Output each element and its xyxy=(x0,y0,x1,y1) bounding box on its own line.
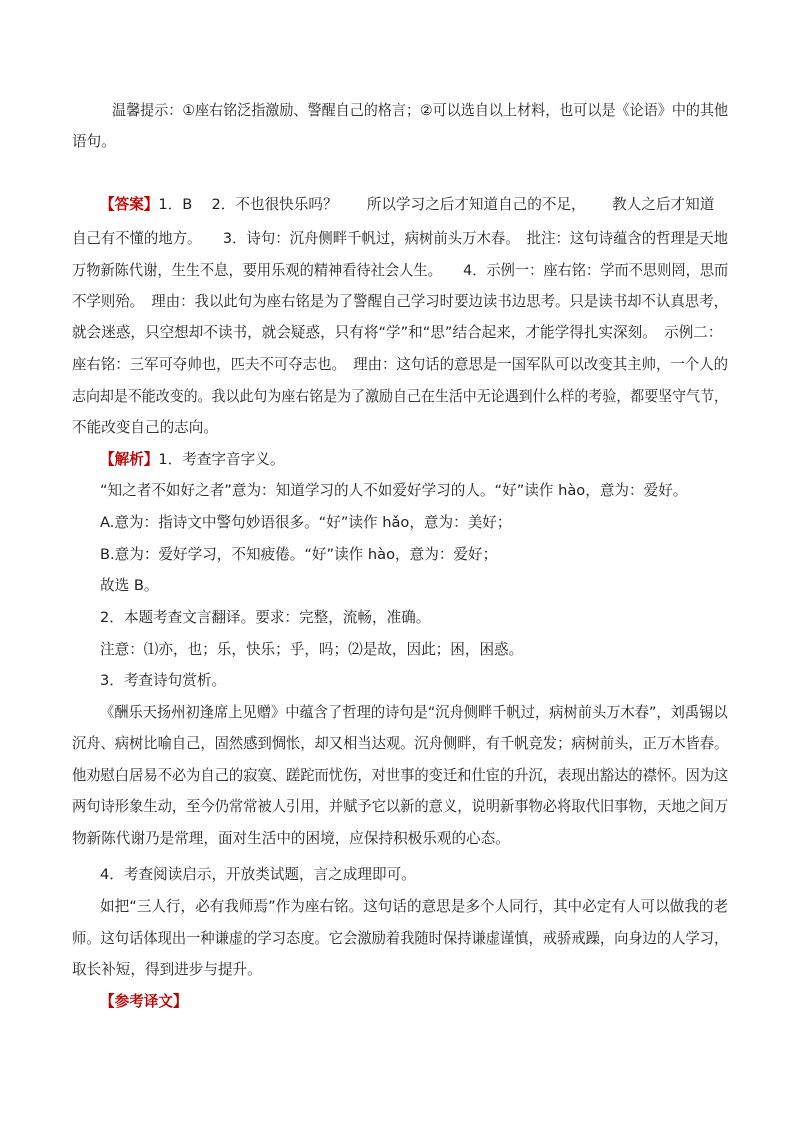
analysis-line-6: 2．本题考查文言翻译。要求：完整，流畅，准确。 xyxy=(100,609,431,626)
analysis-line-9: 《酬乐天扬州初逢席上见赠》中蕴含了哲理的诗句是“沉舟侧畔千帆过，病树前头万木春”，刘禹锡以 xyxy=(100,704,728,721)
analysis-line-14: 4．考查阅读启示，开放类试题，言之成理即可。 xyxy=(100,866,416,883)
analysis-line-12: 两句诗形象生动，至今仍常常被人引用，并赋予它以新的意义，说明新事物必将取代旧事物，天地之间万 xyxy=(72,798,729,815)
answer-line-3: 万物新陈代谢，生生不息，要用乐观的精神看待社会人生。 4．示例一：座右铭：学而不思则罔，思而 xyxy=(72,262,729,279)
analysis-line-11: 他劝慰白居易不必为自己的寂寞、蹉跎而忧伤，对世事的变迁和仕宦的升沉，表现出豁达的襟怀。因为这 xyxy=(72,767,729,784)
analysis-line-1-text: 1．考查字音字义。 xyxy=(158,451,285,468)
analysis-line-7: 注意：⑴亦，也；乐，快乐；乎，吗；⑵是故，因此；困，困惑。 xyxy=(100,641,524,658)
analysis-line-1 xyxy=(100,450,284,470)
analysis-line-2: “知之者不如好之者”意为：知道学习的人不如爱好学习的人。“好”读作 hào，意为：爱好。 xyxy=(100,482,688,499)
analysis-line-8: 3．考查诗句赏析。 xyxy=(100,672,227,689)
answer-line-1-text: 1．B 2．不也很快乐吗？ 所以学习之后才知道自己的不足， 教人之后才知道 xyxy=(158,196,715,213)
answer-line-7: 志向却是不能改变的。我以此句为座右铭是为了激励自己在生活中无论遇到什么样的考验，都要坚守气节， xyxy=(72,388,728,405)
answer-label: 【答案】 xyxy=(100,196,159,213)
tip-line-2: 语句。 xyxy=(72,133,116,150)
analysis-line-17: 取长补短，得到进步与提升。 xyxy=(72,961,262,978)
answer-line-2: 自己有不懂的地方。 3．诗句：沉舟侧畔千帆过，病树前头万木春。 批注：这句诗蕴含的哲理是天地 xyxy=(72,230,729,247)
analysis-line-16: 师。这句话体现出一种谦虚的学习态度。它会激励着我随时保持谦虚谨慎，戒骄戒躁，向身边的人学习， xyxy=(72,930,729,947)
analysis-label: 【解析】 xyxy=(100,451,159,468)
answer-line-6: 座右铭：三军可夺帅也，匹夫不可夺志也。 理由：这句话的意思是一国军队可以改变其主帅，一个人的 xyxy=(72,356,729,373)
tip-line-1: 温馨提示：①座右铭泛指激励、警醒自己的格言；②可以选自以上材料，也可以是《论语》中的其他 xyxy=(112,102,729,119)
answer-line-5: 就会迷惑，只空想却不读书，就会疑惑，只有将“学”和“思”结合起来，才能学得扎实深刻。 示例二： xyxy=(72,324,723,341)
analysis-line-5: 故选 B。 xyxy=(100,577,159,594)
answer-line-8: 不能改变自己的志向。 xyxy=(72,419,218,436)
analysis-line-13: 物新陈代谢乃是常理，面对生活中的困境，应保持积极乐观的心态。 xyxy=(72,830,510,847)
analysis-line-10: 沉舟、病树比喻自己，固然感到惆怅，却又相当达观。沉舟侧畔，有千帆竞发；病树前头，正万木皆春。 xyxy=(72,735,729,752)
analysis-line-4: B.意为：爱好学习，不知疲倦。“好”读作 hào，意为：爱好； xyxy=(100,546,498,563)
analysis-line-3: A.意为：指诗文中警句妙语很多。“好”读作 hǎo，意为：美好； xyxy=(100,514,512,531)
analysis-line-15: 如把“三人行，必有我师焉”作为座右铭。这句话的意思是多个人同行，其中必定有人可以做我的老 xyxy=(100,898,729,915)
reference-translation-label: 【参考译文】 xyxy=(100,993,188,1010)
answer-line-4: 不学则殆。 理由：我以此句为座右铭是为了警醒自己学习时要边读书边思考。只是读书却不认真思考， xyxy=(72,293,729,310)
answer-line-1 xyxy=(100,195,714,215)
